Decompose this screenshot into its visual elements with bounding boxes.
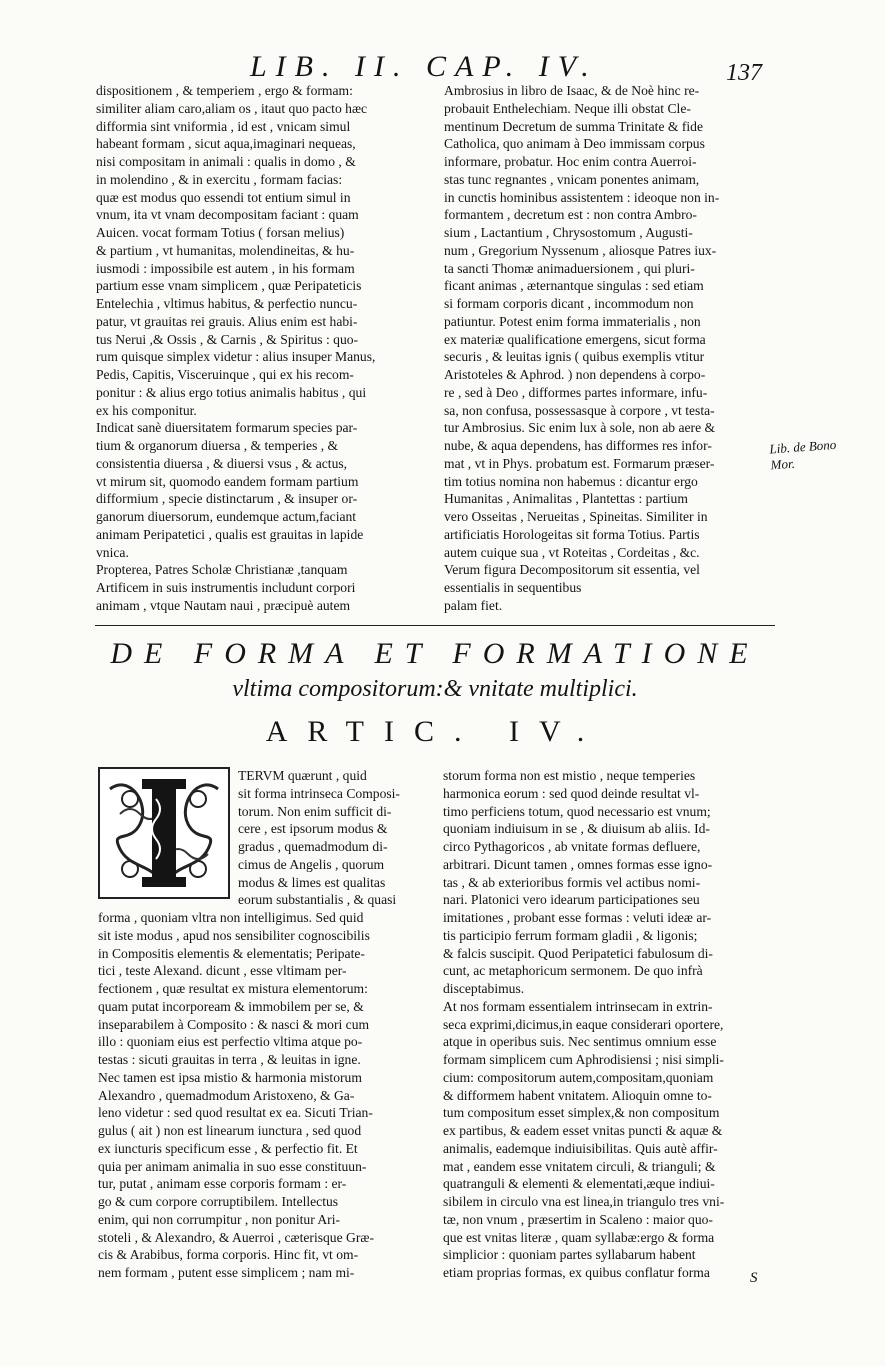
text-line: harmonica eorum : sed quod deinde resultat vl-: [443, 785, 700, 801]
text-line: vt mirum sit, quomodo eandem formam partium: [96, 473, 359, 489]
text-line: si formam corporis dicant , incommodum non: [444, 296, 694, 311]
text-line: re , sed à Deo , difformes partes informare, infu-: [444, 384, 708, 400]
text-line: vnica.: [96, 544, 129, 560]
text-line: ex materiæ qualificatione emergens, sicut forma: [444, 331, 706, 347]
text-line: consistentia diuersa , & diuersi vsus , & actus,: [96, 455, 348, 471]
text-line: testas : sicuti grauitas in terra , & leuitas in igne.: [98, 1052, 361, 1067]
text-line: go & cum corpore corruptibilem. Intellectus: [98, 1194, 339, 1209]
text-line: essentialis in sequentibus: [444, 580, 582, 595]
text-line: quatranguli & elementi & elementati,æque indiui-: [443, 1176, 715, 1192]
text-line: stas tunc regnantes , vnicam ponentes animam,: [444, 171, 700, 187]
text-line: ex partibus, & eadem esset vnitas puncti & aquæ &: [443, 1123, 723, 1138]
text-line: ganorum diuersorum, eundemque actum,faciant: [96, 509, 357, 524]
text-line: nari. Platonici vero idearum participationes seu: [443, 892, 700, 908]
text-line: ex his componitur.: [96, 402, 197, 418]
text-line: ponitur : & alius ergo totius animalis habitus , qui: [96, 384, 367, 400]
text-line: Verum figura Decompositorum sit essentia, vel: [444, 562, 700, 578]
text-line: probauit Enthelechiam. Neque illi obstat Cle-: [444, 100, 691, 116]
text-line: quam putat incorpoream & immobilem per se, &: [98, 998, 364, 1014]
text-line: informare, probatur. Hoc enim contra Auerroi-: [444, 154, 697, 169]
article-label: ARTIC. IV.: [265, 715, 605, 748]
text-line: & difformem habent vnitatem. Alioquin omne to-: [443, 1087, 712, 1103]
section-subtitle: vltima compositorum:& vnitate multiplici.: [232, 676, 638, 702]
text-line: tum compositum esset simplex,& non compositum: [443, 1105, 720, 1121]
text-line: Artificem in suis instrumentis includunt corpori: [96, 580, 356, 595]
text-line: quia per animam animalia in suo esse constituun-: [98, 1158, 367, 1174]
ornamental-initial-icon: [98, 767, 230, 899]
text-line: que est vnitas literæ , quam syllabæ:ergo & forma: [443, 1229, 715, 1245]
text-line: gulus ( ait ) non est linearum iunctura , sed quod: [98, 1123, 362, 1138]
top-left-column: [96, 82, 429, 615]
text-line: seca exprimi,dicimus,in eaque considerari oportere,: [443, 1016, 724, 1032]
text-line: Ambrosius in libro de Isaac, & de Noè hinc re-: [444, 83, 700, 98]
text-line: torum. Non enim sufficit di-: [238, 803, 392, 819]
text-line: storum forma non est mistio , neque temperies: [443, 768, 696, 783]
text-line: cimus de Angelis , quorum: [238, 856, 385, 872]
text-line: Auicen. vocat formam Totius ( forsan melius): [96, 225, 345, 240]
text-line: eorum substantialis , & quasi: [238, 892, 397, 908]
text-line: quoniam indiuisum in se , & diuisum ab aliis. Id-: [443, 821, 710, 837]
text-line: sium , Lactantium , Chrysostomum , Augusti-: [444, 225, 693, 240]
text-line: Entelechia , vltimus habitus, & perfectio nuncu-: [96, 296, 358, 311]
text-line: tas , & ab exterioribus formis vel actibus nomi-: [443, 874, 701, 890]
text-line: difformia sint vniformia , id est , vnicam simul: [96, 118, 351, 134]
text-line: patur, vt grauitas rei grauis. Alius enim est habi-: [96, 313, 358, 329]
text-line: animam Peripatetici , qualis est grauitas in lapide: [96, 526, 364, 542]
text-line: Alexandro , quemadmodum Aristoxeno, & Ga-: [98, 1087, 355, 1103]
text-line: tis participio ferrum formam gladii , & ligonis;: [443, 927, 698, 943]
text-line: leno videtur : sed quod resultat ex ea. Sicuti Trian-: [98, 1105, 373, 1121]
text-line: palam fiet.: [444, 597, 503, 613]
text-line: tus Nerui ,& Ossis , & Carnis , & Spiritus : quo-: [96, 331, 359, 347]
page-number: 137: [726, 60, 762, 86]
text-line: Indicat sanè diuersitatem formarum species par-: [96, 420, 358, 436]
text-line: dispositionem , & temperiem , ergo & formam:: [96, 83, 353, 98]
text-line: & falcis suscipit. Quod Peripatetici fabulosum di-: [443, 945, 713, 961]
text-line: cis & Arabibus, forma corporis. Hinc fit, vt om-: [98, 1247, 359, 1263]
text-line: tim totius nomina non habemus : dicantur ergo: [444, 473, 698, 489]
text-line: rum quisque simplex videtur : alius insuper Manus,: [96, 349, 376, 365]
text-line: arbitrari. Dicunt tamen , omnes formas esse igno-: [443, 856, 713, 872]
text-line: timo perficiens totum, quod necessario est vnum;: [443, 803, 711, 819]
text-line: circo Pythagoricos , ab vnitate formas defluere,: [443, 839, 701, 854]
text-line: autem cuique sua , vt Roteitas , Cordeitas , &c.: [444, 544, 700, 560]
text-line: modus & limes est qualitas: [238, 874, 386, 890]
text-line: formantem , decretum est : non contra Ambro-: [444, 207, 697, 223]
text-line: cunt, ac metaphoricum sermonem. De quo infrà: [443, 963, 703, 979]
text-line: Humanitas , Animalitas , Plantettas : partium: [444, 491, 688, 507]
text-line: animam , vtque Nautam naui , præcipuè autem: [96, 597, 351, 613]
text-line: sa, non confusa, possessasque à corpore , vt testa-: [444, 402, 715, 418]
text-line: similiter aliam caro,aliam os , itaut quo pacto hæc: [96, 100, 368, 116]
text-line: difformium , specie distinctarum , & insuper or-: [96, 491, 358, 507]
text-line: ta sancti Thomæ animaduersionem , qui pluri-: [444, 260, 695, 276]
text-line: atque in operibus suis. Nec sentimus omnium esse: [443, 1034, 717, 1050]
text-line: Pedis, Capitis, Visceruinque , qui ex his recom-: [96, 367, 354, 382]
text-line: quæ est modus quo essendi tot entium simul in: [96, 189, 351, 205]
text-line: tæ, non vnum , præsertim in Scaleno : maior quo-: [443, 1211, 713, 1227]
text-line: disceptabimus.: [443, 981, 525, 996]
text-line: etiam proprias formas, ex quibus conflatur forma: [443, 1265, 710, 1280]
text-line: sibilem in circulo vna est linea,in triangulo tres vni-: [443, 1194, 725, 1209]
text-line: mat , eandem esse vnitatem circuli, & trianguli; &: [443, 1158, 716, 1174]
margin-note: Lib. de Bono Mor.: [768, 436, 837, 473]
text-line: cium: compositorum autem,compositam,quoniam: [443, 1069, 714, 1085]
text-line: mentinum Decretum de summa Trinitate & fide: [444, 118, 703, 134]
text-line: fectionem , quæ resultat ex mistura elementorum:: [98, 981, 368, 996]
text-line: tium & organorum diuersa , & temperies , &: [96, 438, 339, 453]
text-line: nube, & aqua dependens, has difformes res infor-: [444, 438, 712, 453]
text-line: Propterea, Patres Scholæ Christianæ ,tanquam: [96, 562, 348, 578]
text-line: nisi compositam in animali : qualis in domo , &: [96, 154, 356, 169]
text-line: Nec tamen est ipsa mistio & harmonia mistorum: [98, 1069, 362, 1085]
text-line: Aristoteles & Aphrod. ) non dependens à corpo-: [444, 367, 706, 382]
text-line: At nos formam essentialem intrinsecam in extrin-: [443, 998, 713, 1014]
text-line: imitationes , probant esse formas : veluti ideæ ar-: [443, 910, 712, 925]
text-line: partium esse vnam simplicem , quæ Peripateticis: [96, 278, 362, 294]
bottom-right-column: [443, 767, 768, 1282]
running-head: LIB. II. CAP. IV.: [250, 50, 598, 83]
text-line: illo : quoniam eius est perfectio vltima atque po-: [98, 1034, 363, 1050]
text-line: artificiatis Horologeitas sit forma Totius. Partis: [444, 526, 700, 542]
text-line: tur Ambrosius. Sic enim lux à sole, non ab aere &: [444, 420, 716, 436]
text-line: vnum, ita vt vnam decompositam faciant : quam: [96, 207, 359, 223]
text-line: cere , est ipsorum modus &: [238, 821, 388, 837]
catchword: S: [750, 1270, 758, 1286]
text-line: & partium , vt humanitas, molendineitas, & hu-: [96, 242, 355, 258]
text-line: sit forma intrinseca Composi-: [238, 785, 400, 801]
text-line: forma , quoniam vltra non intelligimus. Sed quid: [98, 910, 364, 925]
text-line: gradus , quemadmodum di-: [238, 839, 388, 854]
text-line: ficant animas , æternantque singulas : sed etiam: [444, 278, 704, 294]
text-line: in molendino , & in exercitu , formam facias:: [96, 171, 343, 187]
section-title: DE FORMA ET FORMATIONE: [110, 637, 760, 670]
text-line: formam simplicem cum Aphrodisiensi ; nisi simpli-: [443, 1052, 724, 1067]
text-line: num , Gregorium Nyssenum , aliosque Patres iux-: [444, 242, 717, 258]
text-line: habeant formam , sicut aqua,imaginari nequeas,: [96, 136, 356, 152]
text-line: ex iuncturis specificum esse , & perfectio fit. Et: [98, 1140, 358, 1156]
text-line: enim, qui non corrumpitur , non ponitur Ari-: [98, 1211, 341, 1227]
text-line: tur, putat , animam esse corporis formam : er-: [98, 1176, 347, 1192]
section-divider: [95, 625, 775, 626]
top-right-column: [444, 82, 766, 615]
text-line: iusmodi : impossibile est autem , in his formam: [96, 260, 355, 276]
text-line: Catholica, quo animam à Deo immissam corpus: [444, 136, 705, 152]
text-line: vero Osseitas , Nerueitas , Spineitas. Similiter in: [444, 509, 708, 524]
text-line: patiuntur. Potest enim forma immaterialis , non: [444, 313, 701, 329]
text-line: mat , vt in Phys. probatum est. Formarum præser-: [444, 455, 715, 471]
text-line: sit iste modus , apud nos sensibiliter cognoscibilis: [98, 927, 370, 943]
text-line: nem formam , putent esse simplicem ; nam mi-: [98, 1265, 355, 1280]
text-line: inseparabilem à Composito : & nasci & mori cum: [98, 1016, 370, 1032]
text-line: stoteli , & Alexandro, & Auerroi , cæterisque Græ-: [98, 1229, 374, 1245]
text-line: in cunctis hominibus assistentem : ideoque non in-: [444, 189, 720, 205]
text-line: TERVM quærunt , quid: [238, 768, 367, 783]
text-line: tici , teste Alexand. dicunt , esse vltimam per-: [98, 963, 347, 979]
text-line: securis , & leuitas ignis ( quibus exemplis vtitur: [444, 349, 705, 365]
text-line: in Compositis elementis & elementatis; Peripate-: [98, 945, 365, 961]
text-line: animalis, eademque indiuisibilitas. Quis autè affir-: [443, 1140, 718, 1156]
text-line: simplicior : quoniam partes syllabarum habent: [443, 1247, 696, 1263]
